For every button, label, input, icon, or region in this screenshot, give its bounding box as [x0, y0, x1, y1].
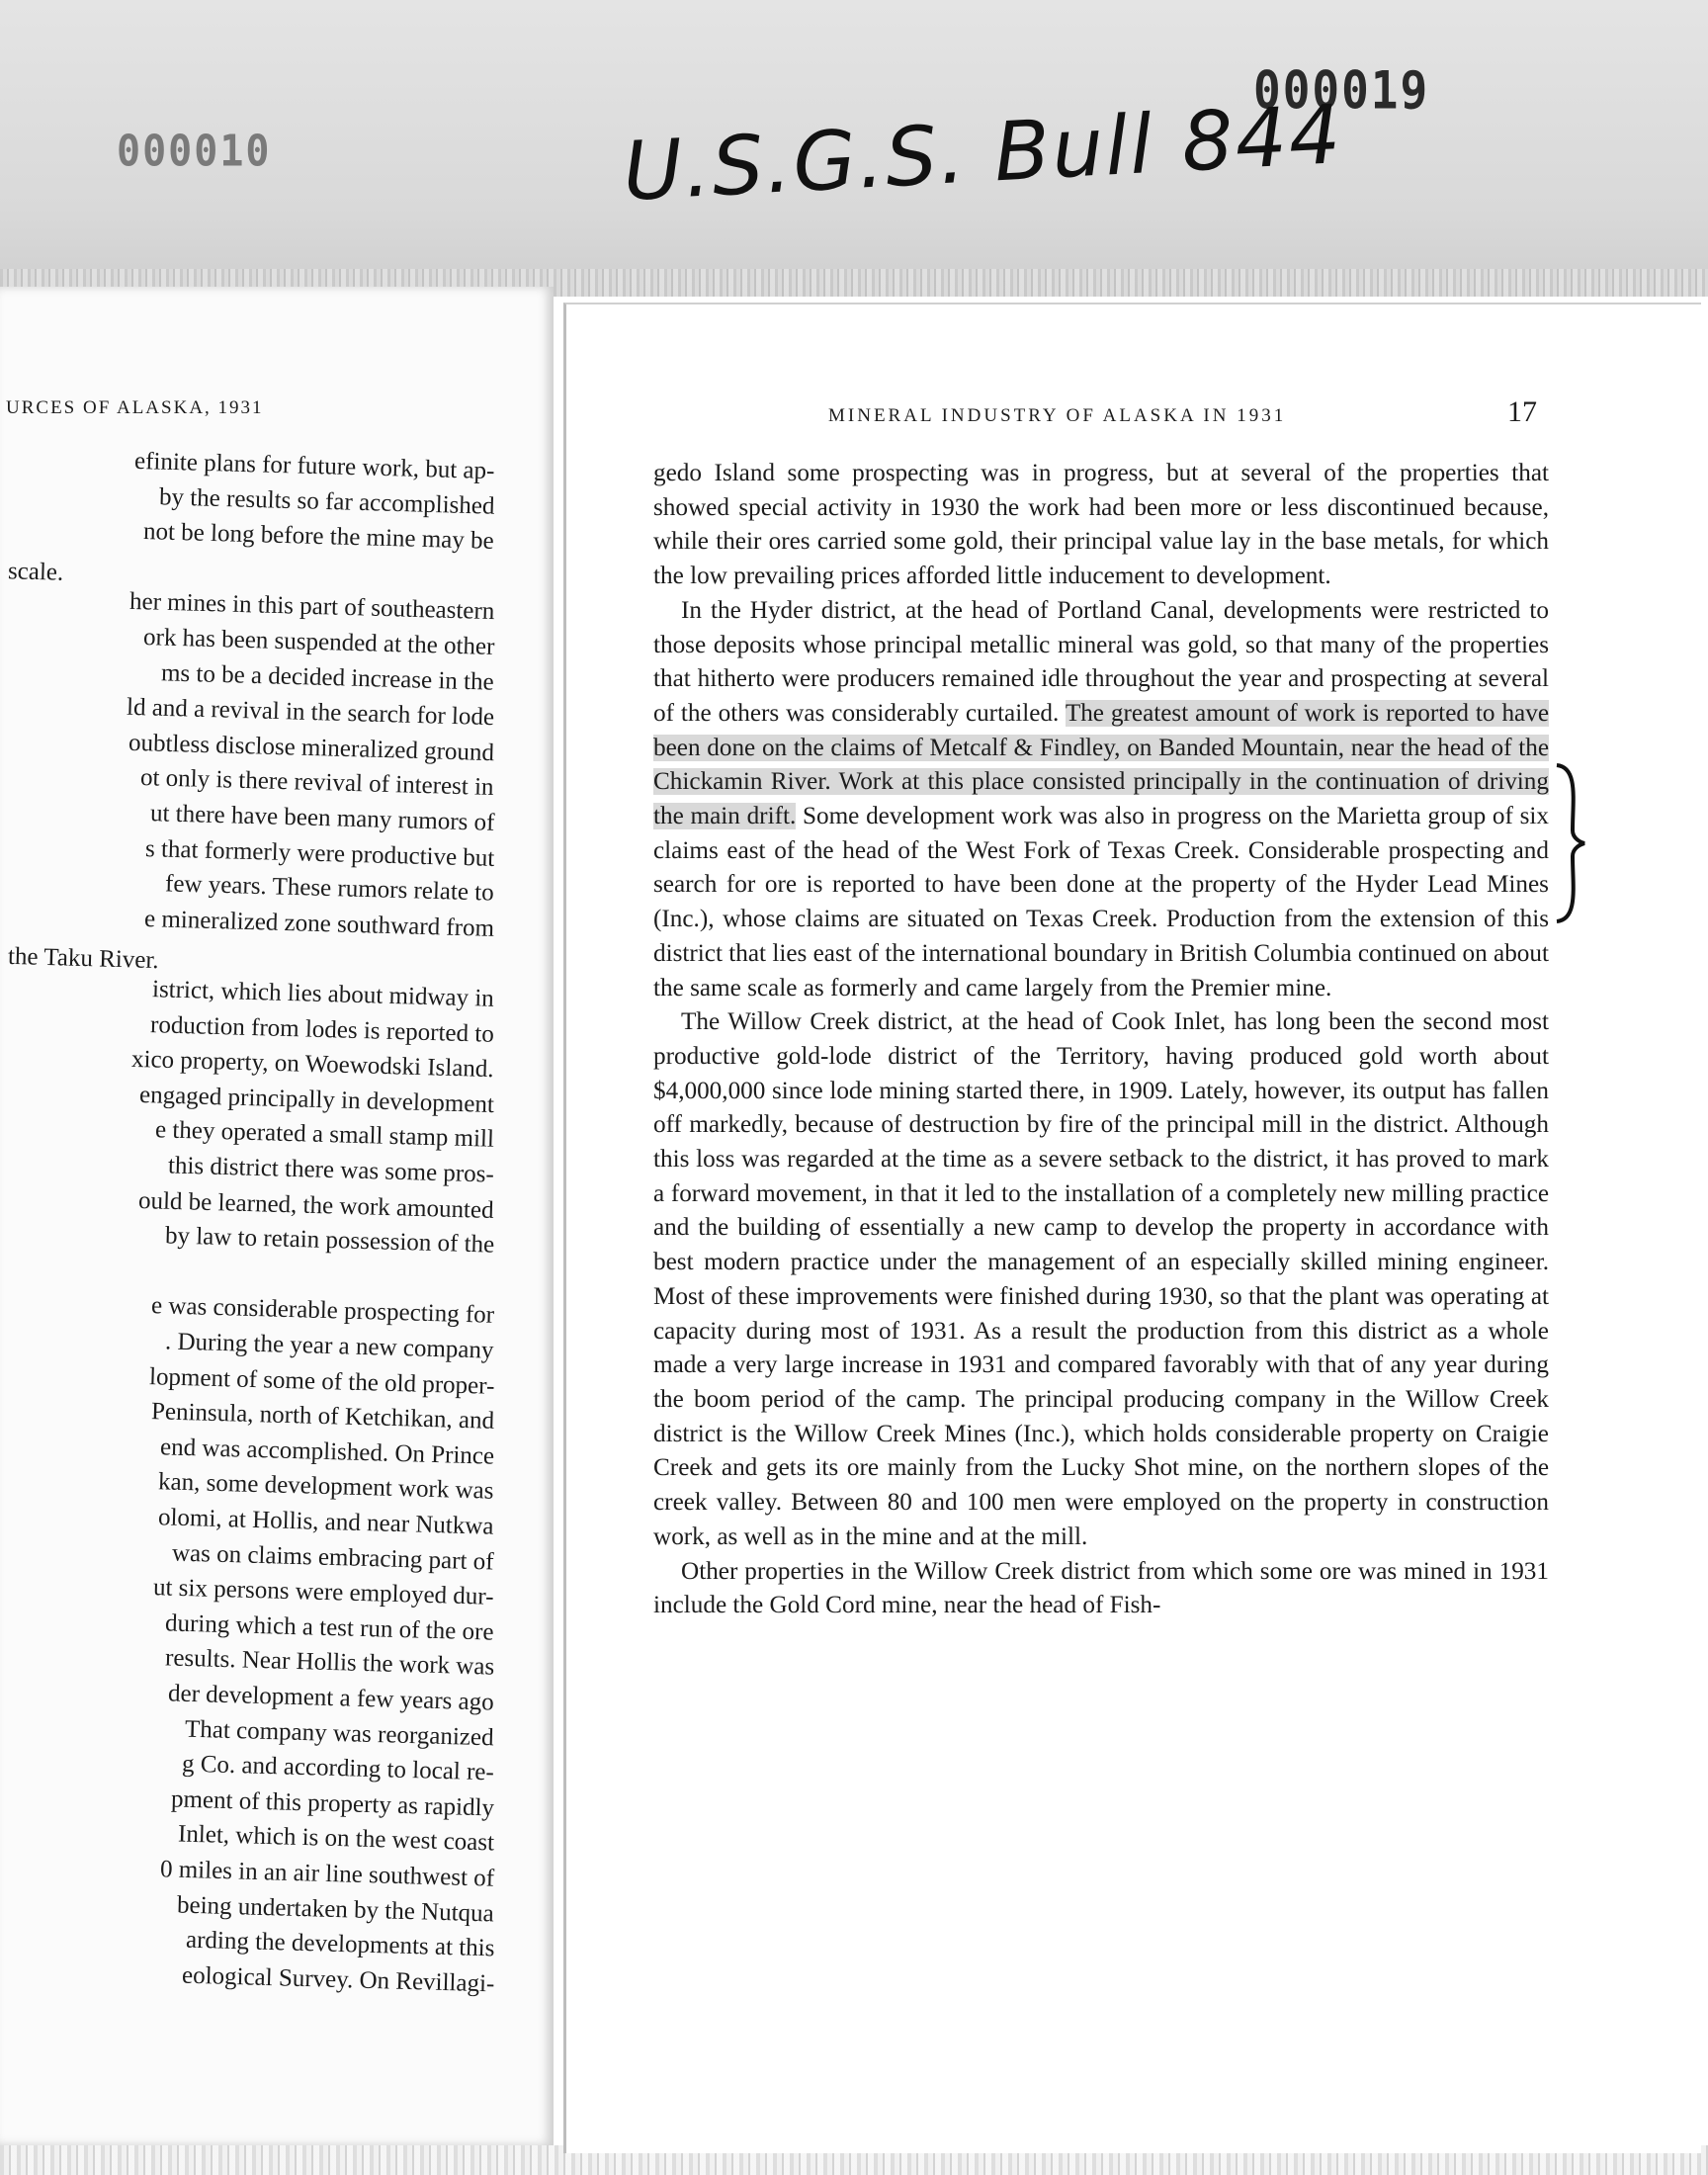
bates-stamp: 000019	[1253, 58, 1430, 122]
text-line: g Co. and according to local re-	[181, 1750, 495, 1786]
text-line: ork has been suspended at the other	[142, 624, 495, 660]
page-number: 17	[1507, 395, 1537, 428]
paragraph-text: In the Hyder district, at the head of Portland Canal, developments were restricted to those deposits whose principal metallic mineral was gold, so that many of the properties that hitherto were producers remained idle throughout the year and prospecting at several of the others was considerably curtailed.	[653, 596, 1549, 727]
text-line: kan, some development work was	[158, 1468, 495, 1506]
text-line: by law to retain possession of the	[164, 1222, 495, 1259]
text-line: few years. These rumors relate to	[164, 870, 495, 907]
text-line: engaged principally in development	[138, 1081, 495, 1118]
text-line: olomi, at Hollis, and near Nutkwa	[158, 1504, 495, 1540]
paragraph: gedo Island some prospecting was in progress, but at several of the properties that showed special activity in 1930 the work had been more or less discontinued because, while their ores carried some gold, their principal value lay in the base metals, for which the low prevailing prices afforded little inducement to development.	[653, 460, 1549, 590]
text-line: ot only is there revival of interest in	[140, 764, 495, 802]
text-line: not be long before the mine may be	[142, 518, 495, 556]
text-line: istrict, which lies about midway in	[151, 976, 495, 1012]
text-line: 0 miles in an air line southwest of	[159, 1856, 495, 1892]
text-line: scale.	[7, 558, 64, 586]
text-line: ld and a revival in the search for lode	[126, 693, 495, 732]
text-line: ms to be a decided increase in the	[161, 658, 495, 696]
text-line: end was accomplished. On Prince	[159, 1434, 495, 1470]
current-page	[563, 303, 1701, 2153]
text-line: efinite plans for future work, but ap-	[133, 447, 495, 485]
text-line: lopment of some of the old proper-	[148, 1362, 495, 1400]
text-line: Inlet, which is on the west coast	[177, 1820, 495, 1857]
text-line: eological Survey. On Revillagi-	[181, 1961, 495, 1998]
paragraph-text: Some development work was also in progress on the Marietta group of six claims east of the head of the West Fork of Texas Creek. Considerable prospecting and search for ore is reported to have been done at the property of the Hyder Lead Mines (Inc.), whose claims are situated on Texas Creek. Production from the extension of this district that lies east of the international boundary in British Columbia continued on about the same scale as formerly and came largely from the Premier mine.	[653, 803, 1549, 1001]
text-line: Peninsula, north of Ketchikan, and	[150, 1398, 495, 1436]
text-line: e was considerable prospecting for	[150, 1292, 495, 1330]
text-line: was on claims embracing part of	[172, 1539, 495, 1576]
text-line: e mineralized zone southward from	[143, 905, 495, 942]
text-line: results. Near Hollis the work was	[164, 1644, 495, 1682]
text-line: the Taku River.	[7, 943, 159, 975]
text-line: . During the year a new company	[165, 1328, 495, 1364]
paragraph	[653, 594, 1549, 1005]
text-line: der development a few years ago	[167, 1680, 495, 1716]
text-line: pment of this property as rapidly	[170, 1785, 495, 1822]
text-line: this district there was some pros-	[167, 1152, 495, 1188]
text-line: ut six persons were employed dur-	[153, 1574, 495, 1610]
text-line: oubtless disclose mineralized ground	[128, 729, 495, 766]
text-line: roduction from lodes is reported to	[149, 1010, 495, 1048]
text-line: being undertaken by the Nutqua	[176, 1891, 495, 1928]
running-head: MINERAL INDUSTRY OF ALASKA IN 1931	[828, 405, 1287, 426]
text-line: That company was reorganized	[185, 1715, 495, 1751]
text-line: her mines in this part of southeastern	[128, 588, 495, 626]
text-line: by the results so far accomplished	[158, 482, 495, 520]
text-line: s that formerly were productive but	[144, 834, 495, 872]
text-line: xico property, on Woewodski Island.	[131, 1046, 495, 1084]
left-running-head: URCES OF ALASKA, 1931	[6, 397, 264, 418]
margin-bracket	[1553, 761, 1588, 925]
body-text	[653, 457, 1549, 1623]
handwritten-annotation: U.S.G.S. Bull 844	[621, 88, 1345, 219]
paragraph: Other properties in the Willow Creek district from which some ore was mined in 1931 include the Gold Cord mine, near the head of Fish-	[653, 1557, 1549, 1619]
paragraph: The Willow Creek district, at the head of Cook Inlet, has long been the second most productive gold-lode district of the Territory, having produced gold worth about $4,000,000 since lode mining started there, in 1909. Lately, however, its output has fallen off markedly, because of destruction by fire of the principal mill in the district. Although this loss was regarded at the time as a severe setback to the district, it has proved to mark a forward movement, in that it led to the installation of a completely new milling practice and the building of essentially a new camp to develop the property in accordance with best modern practice under the management of an especially skilled mining engineer. Most of these improvements were finished during 1930, so that the plant was operating at capacity during most of 1931. As a result the production from this district as a whole made a very large increase in 1931 and compared favorably with that of any year during the boom period of the camp. The principal producing company in the Willow Creek district is the Willow Creek Mines (Inc.), which holds considerable property on Craigie Creek and gets its ore mainly from the Lucky Shot mine, on the northern slopes of the creek valley. Between 80 and 100 men were employed on the property in construction work, as well as in the mine and at the mill.	[653, 1008, 1549, 1550]
bates-stamp-bleedthrough: 000010	[117, 126, 272, 177]
text-line: ut there have been many rumors of	[149, 800, 495, 836]
previous-page	[0, 287, 554, 2145]
highlighted-passage: The greatest amount of work is reported to have been done on the claims of Metcalf & Findley, on Banded Mountain, near the head of the Chickamin River. Work at this place consisted principally in the continuation of driving the main drift.	[653, 699, 1550, 830]
text-line: ould be learned, the work amounted	[138, 1186, 495, 1224]
text-line: e they operated a small stamp mill	[154, 1116, 495, 1154]
text-line: during which a test run of the ore	[165, 1610, 495, 1646]
text-line: arding the developments at this	[185, 1926, 495, 1962]
